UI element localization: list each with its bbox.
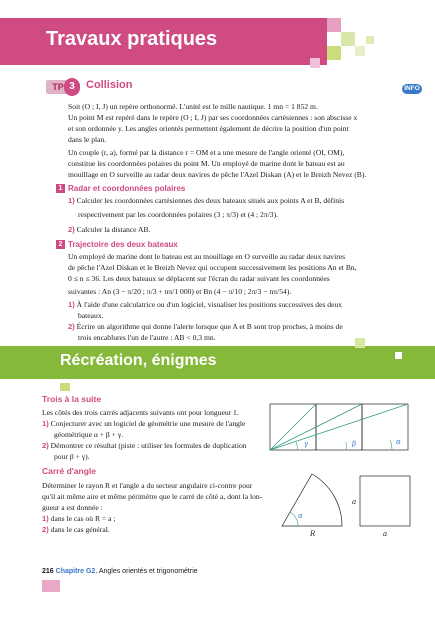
label-r: R [310, 530, 316, 538]
section-number: 1 [56, 184, 65, 193]
label-alpha: α [396, 438, 401, 446]
text-line: Les côtés des trois carrés adjacents suivants ont pour longueur 1. [42, 408, 239, 417]
question-line: pour β + γ). [54, 452, 90, 461]
tp-number: 3 [64, 78, 80, 96]
intro-line: dans le plan. [68, 135, 107, 144]
subsection-title: Carré d'angle [42, 466, 96, 476]
diagonal-1 [270, 404, 316, 450]
question-line [42, 524, 110, 535]
polar-a: (3 ; π/3) [214, 210, 239, 219]
positions-label: suivantes : An [68, 287, 112, 296]
three-squares-figure [268, 402, 418, 452]
deco-square [366, 36, 374, 44]
deco-square [355, 338, 365, 348]
deco-square [395, 352, 402, 359]
tp-title: Collision [86, 79, 133, 91]
deco-square [327, 18, 341, 32]
intro-line: Un couple (r, a), formé par la distance r = OM et a une mesure de l'angle orienté (OI, OM), [68, 148, 345, 157]
question-line [68, 321, 343, 332]
question-text: Conjecturer avec un logiciel de géométrie une mesure de l'angle [50, 419, 246, 428]
section-title: Trajectoire des deux bateaux [68, 240, 178, 249]
section-number: 2 [56, 240, 65, 249]
text-line: gueur a est donnée : [42, 503, 103, 512]
label-a-side: a [352, 498, 357, 506]
question-line: trois encablures l'un de l'autre : AB < 0,3 mn. [78, 333, 216, 342]
question-text: dans le cas où R = a ; [50, 514, 116, 523]
question-number: 2) [42, 525, 49, 534]
question-line [42, 513, 115, 524]
square [360, 476, 410, 526]
question-text: Écrire un algorithme qui donne l'alerte lorsque que A et B sont trop proches, à moins de [76, 322, 343, 331]
label-alpha: α [298, 512, 303, 520]
sector-square-figure [268, 468, 418, 540]
tp-tag: TP [46, 80, 70, 94]
question-line: bateaux. [78, 311, 104, 320]
formula-bn-label: Bn [203, 287, 213, 296]
recreation-title: Récréation, énigmes [60, 352, 217, 369]
formula-bn: (4 − π/10 ; 2π/3 − nπ/54). [214, 287, 292, 296]
question-line [68, 195, 344, 206]
and-word: et [195, 287, 202, 296]
question-number: 1) [42, 419, 49, 428]
question-line [78, 209, 278, 220]
question-text: À l'aide d'une calculatrice ou d'un logiciel, visualiser les positions successives des deux [76, 300, 343, 309]
angle-gamma-arc [296, 442, 298, 450]
question-text: Calculer les coordonnées cartésiennes des deux bateaux situés aux points A et B, définis [76, 196, 345, 205]
deco-square [355, 46, 365, 56]
label-beta: β [352, 440, 357, 448]
deco-square [310, 58, 320, 68]
footer-square [42, 580, 60, 592]
question-number: 2) [42, 441, 49, 450]
text-line: 0 ≤ n ≤ 36. Les deux bateaux se déplacent sur l'écran du radar suivant les coordonnées [68, 274, 330, 283]
question-number: 2) [68, 322, 75, 331]
intro-line: Soit (O ; I, J) un repère orthonormé. L'unité est le mille nautique. 1 mn = 1 852 m. [68, 102, 318, 111]
question-line [68, 299, 342, 310]
question-number: 1) [68, 300, 75, 309]
intro-line: Un point M est repéré dans le repère (O ; I, J) par ses coordonnées cartésiennes : son abscisse x [68, 113, 358, 122]
intro-line: mouillage en O surveille au radar deux navires de pêche l'Azel Diskan (A) et le Breizh Nevez (B). [68, 170, 367, 179]
text-line [68, 286, 291, 297]
question-number: 2) [68, 225, 75, 234]
chapter-subject: Angles orientés et trigonométrie [98, 568, 198, 575]
intro-line: constitue les coordonnées polaires du point M. Un employé de marine dont le bateau est au [68, 159, 345, 168]
angle-arc [290, 512, 298, 526]
label-gamma: γ [304, 440, 309, 448]
label-a-bottom: a [383, 530, 388, 538]
chapter-label: Chapitre G2. [55, 568, 98, 575]
angle-alpha-arc [390, 440, 392, 450]
question-line [42, 440, 247, 451]
info-badge: INFO [402, 84, 422, 94]
page-title: Travaux pratiques [46, 28, 218, 50]
question-text: Calculer la distance AB. [76, 225, 151, 234]
question-text: respectivement par les coordonnées polaires [78, 210, 213, 219]
deco-square [327, 46, 341, 60]
text-line: Déterminer le rayon R et l'angle a du secteur angulaire ci-contre pour [42, 481, 253, 490]
footer [42, 568, 198, 575]
square-3 [362, 404, 408, 450]
question-line [42, 418, 245, 429]
diagonal-3 [270, 404, 408, 450]
text-line: de pêche l'Azel Diskan et le Breizh Nevez qui occupent successivement les positions An et Bn, [68, 263, 357, 272]
polar-b: (4 ; 2π/3). [247, 210, 279, 219]
question-number: 1) [42, 514, 49, 523]
text-line: qu'il ait même aire et même périmètre que le carré de côté a, dont la lon- [42, 492, 263, 501]
question-line [68, 224, 150, 235]
intro-line: et son ordonnée y. Les angles orientés permettent également de décrire la position d'un point [68, 124, 349, 133]
text-line: Un employé de marine dont le bateau est au mouillage en O surveille au radar deux navires [68, 252, 346, 261]
deco-square [60, 383, 70, 391]
question-text: dans le cas général. [50, 525, 110, 534]
question-text: Démontrer ce résultat (piste : utiliser les formules de duplication [50, 441, 247, 450]
question-number: 1) [68, 196, 75, 205]
angular-sector [282, 474, 342, 526]
deco-square [341, 32, 355, 46]
subsection-title: Trois à la suite [42, 394, 102, 404]
and-word: et [240, 210, 246, 219]
question-line: géométrique α + β + γ. [54, 430, 124, 439]
page-number: 216 [42, 568, 54, 575]
section-title: Radar et coordonnées polaires [68, 184, 186, 193]
formula-an: (3 − π/20 ; π/3 + nπ/1 000) [112, 287, 194, 296]
